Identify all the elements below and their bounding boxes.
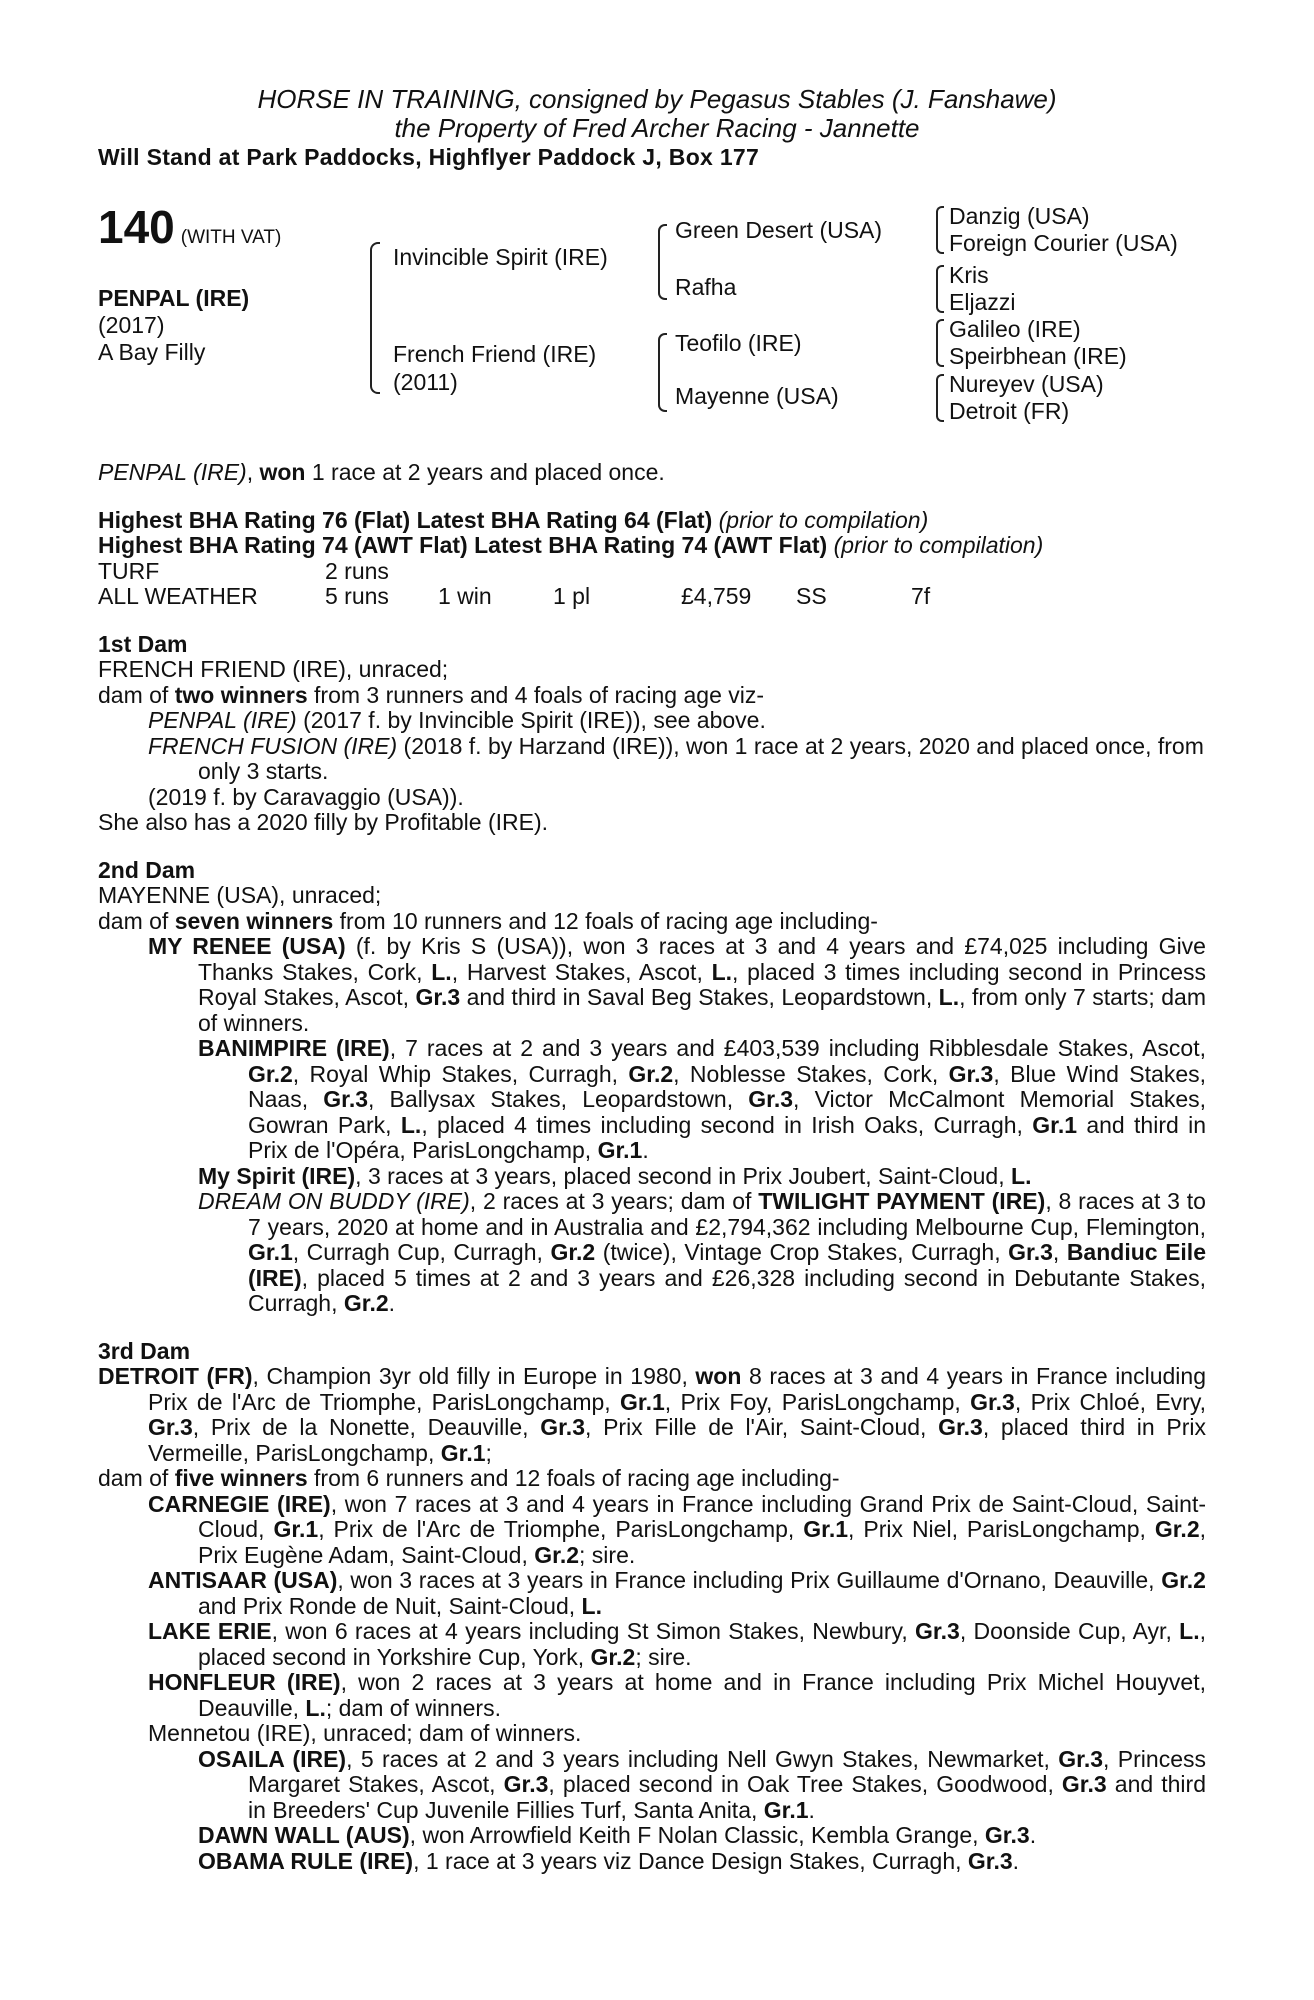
- pedigree-dsd: Speirbhean (IRE): [949, 343, 1127, 369]
- pedigree-brace-ds: [936, 319, 944, 367]
- entry-my-spirit: My Spirit (IRE), 3 races at 3 years, placed second in Prix Joubert, Saint-Cloud, L.: [198, 1162, 1032, 1189]
- pedigree-brace-dam: [658, 333, 667, 412]
- pedigree-sire-dam: Rafha: [675, 274, 737, 300]
- entry-mennetou: Mennetou (IRE), unraced; dam of winners.: [148, 1720, 582, 1746]
- record-turf: TURF 2 runs: [98, 557, 389, 584]
- pedigree-dam-sire: Teofilo (IRE): [675, 330, 802, 356]
- pedigree-ddd: Detroit (FR): [949, 398, 1070, 424]
- second-dam-produce: dam of seven winners from 10 runners and 12 foals of racing age including-: [98, 907, 878, 934]
- entry-honfleur: HONFLEUR (IRE), won 2 races at 3 years at home and in France including Prix Michel Houyvet, Deauville, L.; dam of winners.: [148, 1669, 1206, 1721]
- pedigree-dss: Galileo (IRE): [949, 316, 1081, 342]
- property-line: the Property of Fred Archer Racing - Jannette: [394, 113, 920, 143]
- pedigree-dam-year: (2011): [393, 369, 458, 395]
- produce-2019: (2019 f. by Caravaggio (USA)).: [148, 783, 464, 810]
- entry-banimpire: BANIMPIRE (IRE), 7 races at 2 and 3 years and £403,539 including Ribblesdale Stakes, Ascot, Gr.2, Royal Whip Stakes, Curragh, Gr.2, Noblesse Stakes, Cork, Gr.3, Blue Wind Stakes, Naas, Gr.3, Ballysax Stakes, Leopardstown, Gr.3, Victor McCalmont Memorial Stakes, Gowran Park, L., placed 4 times including second in Irish Oaks, Curragh, Gr.1 and third in Prix de l'Opéra, ParisLongchamp, Gr.1.: [198, 1035, 1207, 1163]
- produce-french-fusion: FRENCH FUSION (IRE) (2018 f. by Harzand (IRE)), won 1 race at 2 years, 2020 and placed once, from only 3 starts.: [148, 732, 1204, 784]
- entry-my-renee: MY RENEE (USA) (f. by Kris S (USA)), won 3 races at 3 and 4 years and £74,025 including Give Thanks Stakes, Cork, L., Harvest Stakes, Ascot, L., placed 3 times including second in Princess Royal Stakes, Ascot, Gr.3 and third in Saval Beg Stakes, Leopardstown, L., from only 7 starts; dam of winners.: [148, 933, 1207, 1036]
- lot-block: [98, 200, 281, 254]
- race-summary: PENPAL (IRE), won 1 race at 2 years and placed once.: [98, 459, 665, 485]
- entry-osaila: OSAILA (IRE), 5 races at 2 and 3 years including Nell Gwyn Stakes, Newmarket, Gr.3, Princess Margaret Stakes, Ascot, Gr.3, placed second in Oak Tree Stakes, Goodwood, Gr.3 and third in Breeders' Cup Juvenile Fillies Turf, Santa Anita, Gr.1.: [198, 1745, 1206, 1823]
- entry-obama-rule: OBAMA RULE (IRE), 1 race at 3 years viz Dance Design Stakes, Curragh, Gr.3.: [198, 1847, 1020, 1874]
- horse-block: [98, 285, 249, 366]
- horse-year: (2017): [98, 312, 165, 338]
- vat-note: (WITH VAT): [180, 227, 282, 248]
- pedigree-sire: Invincible Spirit (IRE): [393, 244, 608, 270]
- pedigree-dam: French Friend (IRE): [393, 341, 597, 367]
- record-all-weather: ALL WEATHER 5 runs 1 win 1 pl £4,759 SS 7f: [98, 583, 931, 609]
- pedigree-dam-dam: Mayenne (USA): [675, 383, 839, 409]
- catalogue-body: [98, 460, 1206, 1874]
- third-dam-produce: dam of five winners from 6 runners and 12 foals of racing age including-: [98, 1465, 840, 1491]
- pedigree-brace-sd: [936, 265, 944, 313]
- entry-antisaar: ANTISAAR (USA), won 3 races at 3 years in France including Prix Guillaume d'Ornano, Deauville, Gr.2 and Prix Ronde de Nuit, Saint-Cloud, L.: [148, 1567, 1206, 1619]
- second-dam-heading: 2nd Dam: [98, 856, 196, 883]
- first-dam-name: FRENCH FRIEND (IRE), unraced;: [98, 656, 449, 682]
- horse-description: A Bay Filly: [98, 339, 206, 365]
- third-dam-heading: 3rd Dam: [98, 1337, 191, 1364]
- entry-lake-erie: LAKE ERIE, won 6 races at 4 years including St Simon Stakes, Newbury, Gr.3, Doonside Cup, Ayr, L., placed second in Yorkshire Cup, York, Gr.2; sire.: [148, 1618, 1206, 1670]
- first-dam-produce: dam of two winners from 3 runners and 4 foals of racing age viz-: [98, 681, 765, 708]
- pedigree-sds: Kris: [949, 262, 989, 288]
- produce-2020: She also has a 2020 filly by Profitable (IRE).: [98, 809, 549, 835]
- horse-name: PENPAL (IRE): [98, 285, 250, 311]
- pedigree-sss: Danzig (USA): [949, 203, 1090, 229]
- rating-line-flat: Highest BHA Rating 76 (Flat) Latest BHA Rating 64 (Flat) (prior to compilation): [98, 506, 929, 533]
- produce-penpal: PENPAL (IRE) (2017 f. by Invincible Spirit (IRE)), see above.: [148, 707, 766, 733]
- consignor-line: HORSE IN TRAINING, consigned by Pegasus Stables (J. Fanshawe): [257, 84, 1057, 114]
- entry-detroit: DETROIT (FR), Champion 3yr old filly in Europe in 1980, won 8 races at 3 and 4 years in France including Prix de l'Arc de Triomphe, ParisLongchamp, Gr.1, Prix Foy, ParisLongchamp, Gr.3, Prix Chloé, Evry, Gr.3, Prix de la Nonette, Deauville, Gr.3, Prix Fille de l'Air, Saint-Cloud, Gr.3, placed third in Prix Vermeille, ParisLongchamp, Gr.1;: [98, 1363, 1207, 1466]
- pedigree-sire-sire: Green Desert (USA): [675, 217, 883, 243]
- pedigree-brace-sire: [658, 224, 667, 300]
- entry-carnegie: CARNEGIE (IRE), won 7 races at 3 and 4 years in France including Grand Prix de Saint-Cloud, Saint-Cloud, Gr.1, Prix de l'Arc de Triomphe, ParisLongchamp, Gr.1, Prix Niel, ParisLongchamp, Gr.2, Prix Eugène Adam, Saint-Cloud, Gr.2; sire.: [148, 1490, 1207, 1568]
- entry-dream-on-buddy: DREAM ON BUDDY (IRE), 2 races at 3 years; dam of TWILIGHT PAYMENT (IRE), 8 races at 3 to 7 years, 2020 at home and in Australia and £2,794,362 including Melbourne Cup, Flemington, Gr.1, Curragh Cup, Curragh, Gr.2 (twice), Vintage Crop Stakes, Curragh, Gr.3, Bandiuc Eile (IRE), placed 5 times at 2 and 3 years and £26,328 including second in Debutante Stakes, Curragh, Gr.2.: [198, 1188, 1206, 1316]
- entry-dawn-wall: DAWN WALL (AUS), won Arrowfield Keith F Nolan Classic, Kembla Grange, Gr.3.: [198, 1822, 1037, 1848]
- pedigree-brace-dd: [936, 374, 944, 422]
- pedigree-ssd: Foreign Courier (USA): [949, 230, 1178, 256]
- pedigree-sdd: Eljazzi: [949, 289, 1016, 315]
- second-dam-name: MAYENNE (USA), unraced;: [98, 882, 382, 908]
- first-dam-heading: 1st Dam: [98, 630, 188, 657]
- pedigree-brace-ss: [936, 206, 944, 254]
- location-line: Will Stand at Park Paddocks, Highflyer Paddock J, Box 177: [98, 144, 760, 170]
- pedigree-dds: Nureyev (USA): [949, 371, 1104, 397]
- pedigree-brace-main: [370, 242, 380, 394]
- rating-line-awt: Highest BHA Rating 74 (AWT Flat) Latest BHA Rating 74 (AWT Flat) (prior to compilation): [98, 532, 1044, 558]
- lot-number: 140: [98, 201, 175, 253]
